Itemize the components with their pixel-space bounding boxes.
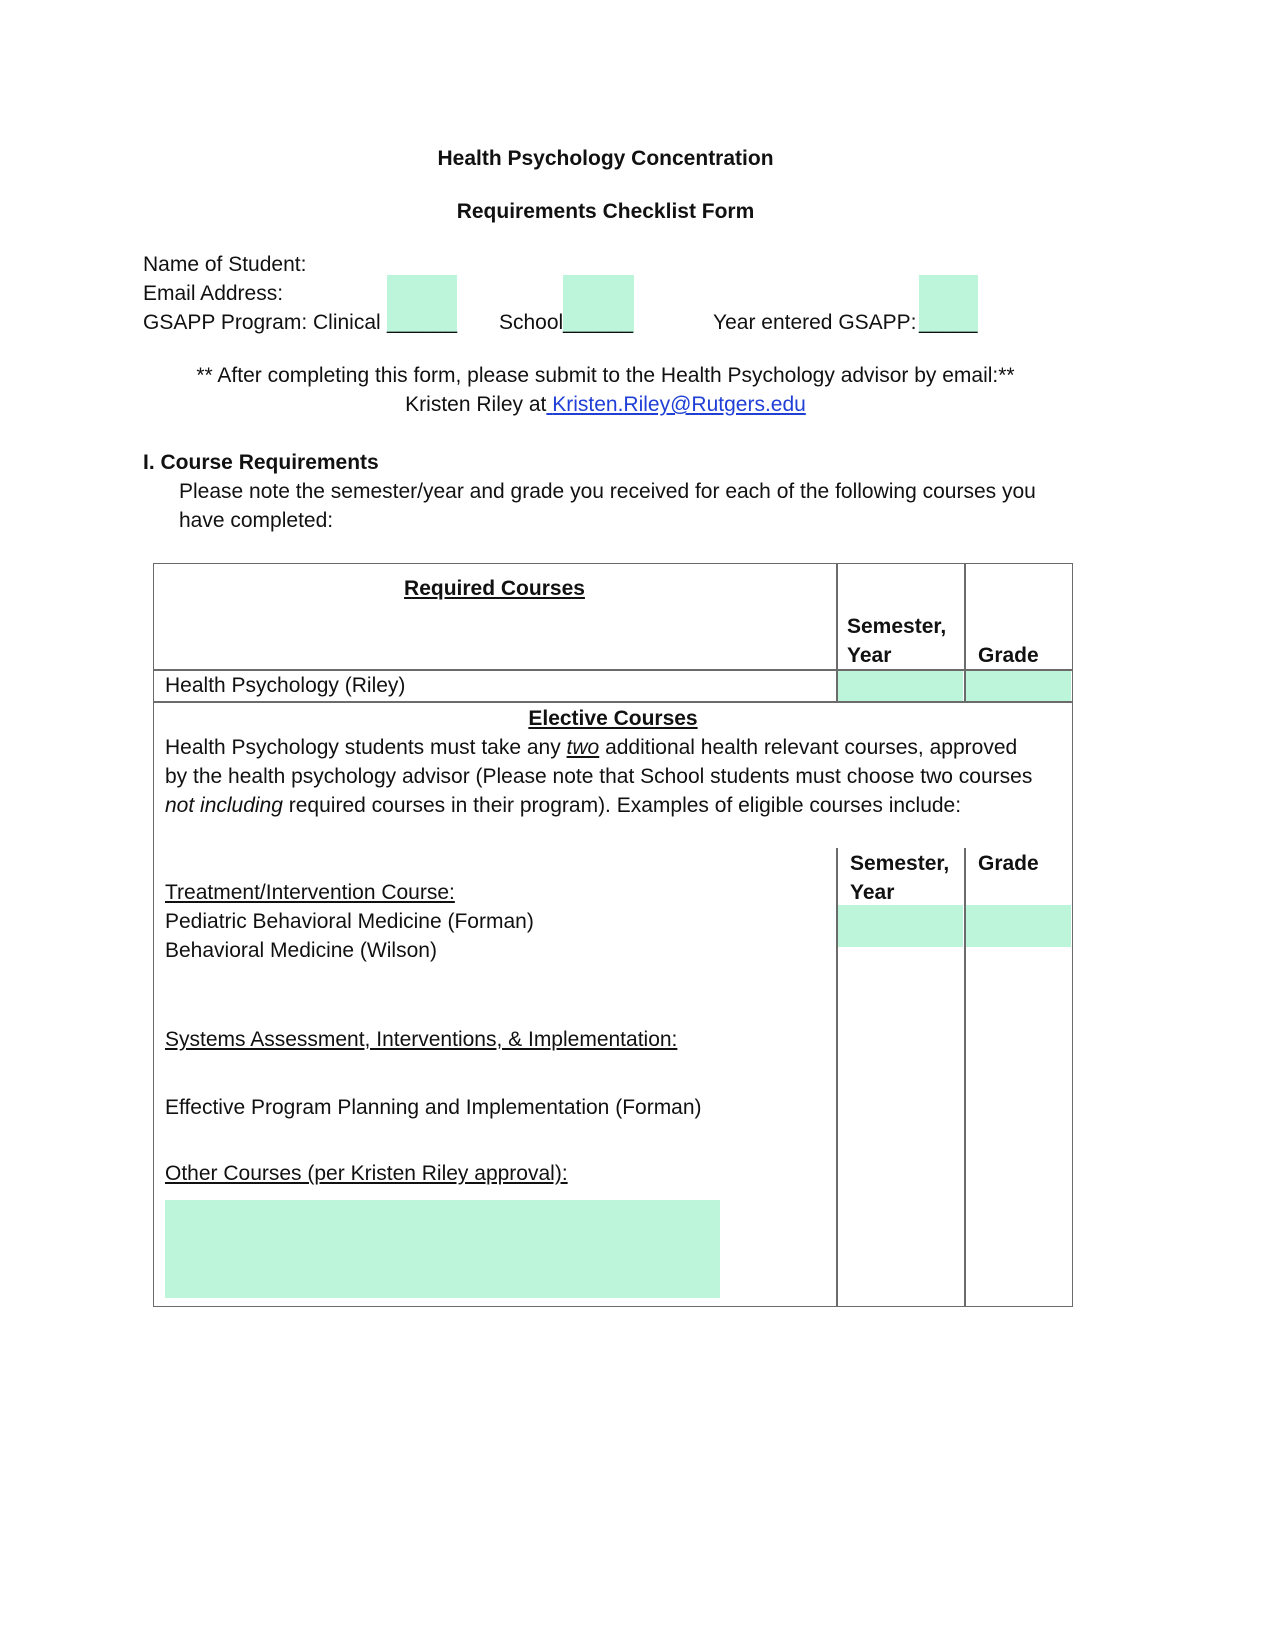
treatment-course-1: Pediatric Behavioral Medicine (Forman) (165, 910, 534, 933)
required-course-grade-field[interactable] (966, 671, 1071, 701)
elective-text-line1: Health Psychology students must take any two additional health relevant courses, approved (165, 736, 1018, 759)
advisor-email-link[interactable]: Kristen.Riley@Rutgers.edu (552, 393, 806, 416)
required-row-divider (153, 701, 1073, 703)
clinical-blank: ______ (387, 311, 458, 334)
other-courses-heading: Other Courses (per Kristen Riley approval): (165, 1162, 568, 1185)
gsapp-program-label: GSAPP Program: Clinical (143, 311, 381, 334)
grade-header: Grade (978, 644, 1039, 667)
section-instructions-line1: Please note the semester/year and grade you received for each of the following courses you (179, 480, 1036, 503)
student-name-label: Name of Student: (143, 253, 307, 276)
other-courses-field[interactable] (165, 1200, 720, 1298)
elective-grade-field[interactable] (966, 905, 1071, 947)
section-instructions-line2: have completed: (179, 509, 334, 532)
elective-text-line3: not including required courses in their program). Examples of eligible courses include: (165, 794, 962, 817)
elective-semester-field[interactable] (838, 905, 963, 947)
elective-grade-header: Grade (978, 852, 1039, 875)
treatment-course-2: Behavioral Medicine (Wilson) (165, 939, 437, 962)
year-blank: _____ (919, 311, 978, 334)
semester-year-header-2: Year (847, 644, 892, 667)
required-course-name: Health Psychology (Riley) (165, 674, 406, 697)
contact-line (0, 394, 1211, 415)
semester-year-header-1: Semester, (847, 615, 947, 638)
contact-prefix: Kristen Riley at (405, 393, 547, 416)
year-entered-field[interactable] (919, 275, 978, 333)
systems-heading: Systems Assessment, Interventions, & Implementation: (165, 1028, 678, 1051)
treatment-heading: Treatment/Intervention Course: (165, 881, 455, 904)
elective-semester-header-1: Semester, (850, 852, 950, 875)
elective-courses-header: Elective Courses (528, 707, 698, 730)
form-title: Health Psychology Concentration (437, 147, 774, 170)
school-checkbox-field[interactable] (563, 275, 634, 333)
required-course-semester-field[interactable] (838, 671, 963, 701)
email-address-label: Email Address: (143, 282, 284, 305)
required-courses-header: Required Courses (404, 577, 585, 600)
school-blank: ______ (563, 311, 634, 334)
elective-semester-header-2: Year (850, 881, 895, 904)
elective-text-line2: by the health psychology advisor (Please note that School students must choose two courses (165, 765, 1033, 788)
year-entered-label: Year entered GSAPP: (713, 311, 917, 334)
form-subtitle: Requirements Checklist Form (456, 200, 755, 223)
submission-note: ** After completing this form, please submit to the Health Psychology advisor by email:** (196, 364, 1015, 387)
systems-course: Effective Program Planning and Implementation (Forman) (165, 1096, 702, 1119)
section-heading: I. Course Requirements (143, 451, 379, 474)
school-label: School (499, 311, 564, 334)
clinical-checkbox-field[interactable] (387, 275, 457, 333)
